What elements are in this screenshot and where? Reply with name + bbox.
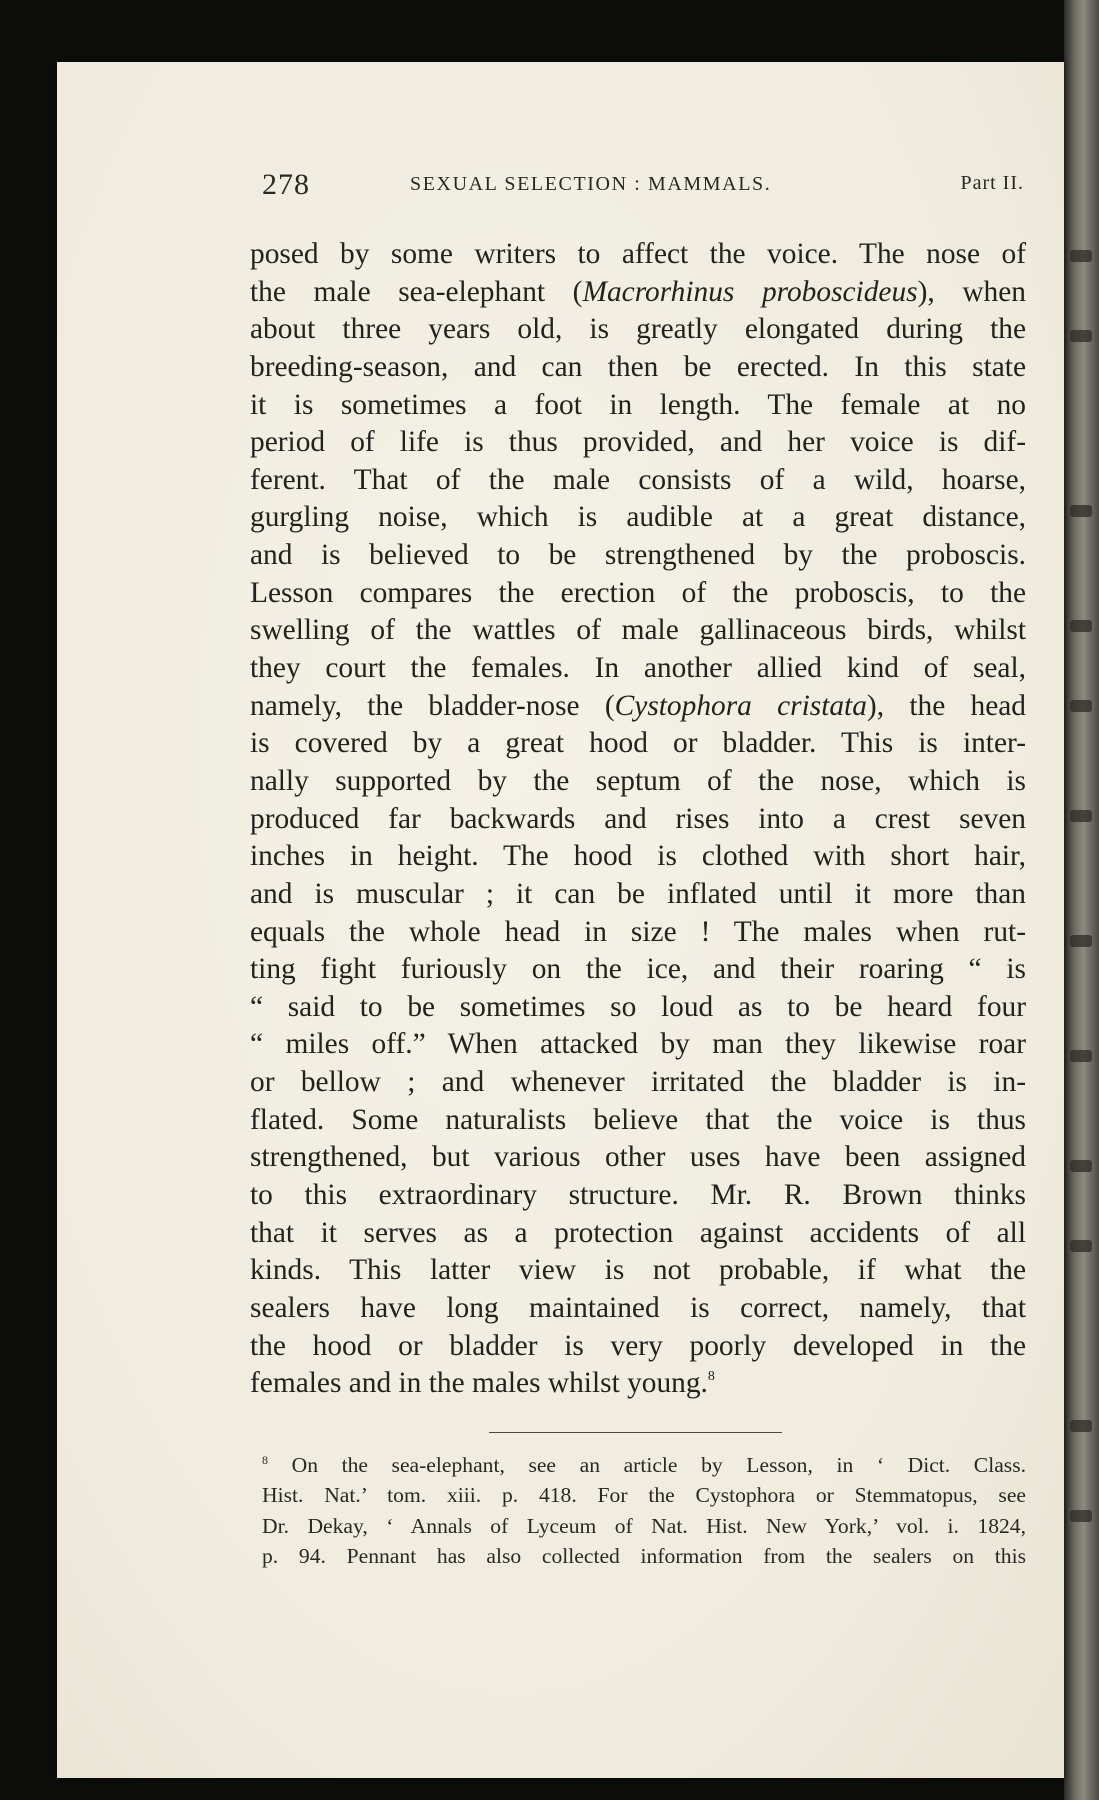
text-line: the hood or bladder is very poorly developed in the	[250, 1329, 1026, 1362]
text-line: produced far backwards and rises into a crest seven	[250, 802, 1026, 835]
text-line: and is believed to be strengthened by the proboscis.	[250, 539, 1026, 572]
running-header	[262, 168, 1024, 204]
footnote-marker: 8	[262, 1453, 268, 1467]
text-line: swelling of the wattles of male gallinaceous birds, whilst	[250, 614, 1026, 647]
text-line: they court the females. In another allied kind of seal,	[250, 652, 1026, 685]
species-name-cystophora: Cystophora cristata	[614, 689, 867, 722]
text-line: it is sometimes a foot in length. The female at no	[250, 388, 1026, 421]
running-title: SEXUAL SELECTION : MAMMALS.	[410, 173, 772, 195]
text-line: ferent. That of the male consists of a wild, hoarse,	[250, 463, 1026, 496]
text-fragment: the male sea-elephant (	[250, 275, 583, 308]
edge-mark	[1070, 810, 1092, 822]
text-line: “ said to be sometimes so loud as to be heard four	[250, 990, 1026, 1023]
edge-mark	[1070, 1420, 1092, 1432]
text-fragment: females and in the males whilst young.	[250, 1367, 708, 1400]
text-line: breeding-season, and can then be erected. In this state	[250, 350, 1026, 383]
page-number: 278	[262, 168, 310, 201]
edge-mark	[1070, 1050, 1092, 1062]
edge-mark	[1070, 330, 1092, 342]
text-line	[250, 1365, 1026, 1403]
text-line	[250, 688, 1026, 726]
footnote-rule	[489, 1432, 782, 1433]
text-line: period of life is thus provided, and her voice is dif-	[250, 426, 1026, 459]
footnote-line: p. 94. Pennant has also collected information from the sealers on this	[262, 1543, 1026, 1568]
text-line: “ miles off.” When attacked by man they likewise roar	[250, 1028, 1026, 1061]
text-line: flated. Some naturalists believe that the voice is thus	[250, 1103, 1026, 1136]
edge-mark	[1070, 505, 1092, 517]
footnotes	[262, 1450, 1026, 1571]
text-line: inches in height. The hood is clothed with short hair,	[250, 840, 1026, 873]
text-line: ting fight furiously on the ice, and their roaring “ is	[250, 953, 1026, 986]
edge-mark	[1070, 1160, 1092, 1172]
text-line: about three years old, is greatly elongated during the	[250, 313, 1026, 346]
footnote-reference: 8	[707, 1369, 715, 1385]
edge-mark	[1070, 250, 1092, 262]
species-name-macrorhinus: Macrorhinus proboscideus	[582, 275, 918, 308]
edge-mark	[1070, 620, 1092, 632]
edge-mark	[1070, 1240, 1092, 1252]
edge-mark	[1070, 935, 1092, 947]
text-line: or bellow ; and whenever irritated the bladder is in-	[250, 1066, 1026, 1099]
footnote-line	[262, 1450, 1026, 1480]
edge-mark	[1070, 700, 1092, 712]
footnote-line: Dr. Dekay, ‘ Annals of Lyceum of Nat. Hist. New York,’ vol. i. 1824,	[262, 1513, 1026, 1538]
text-line: sealers have long maintained is correct, namely, that	[250, 1291, 1026, 1324]
text-line: is covered by a great hood or bladder. This is inter-	[250, 727, 1026, 760]
text-line: strengthened, but various other uses have been assigned	[250, 1141, 1026, 1174]
text-line	[250, 274, 1026, 312]
part-label: Part II.	[960, 172, 1024, 194]
text-line: gurgling noise, which is audible at a great distance,	[250, 501, 1026, 534]
text-fragment: namely, the bladder-nose (	[250, 689, 615, 722]
footnote-line: Hist. Nat.’ tom. xiii. p. 418. For the Cystophora or Stemmatopus, see	[262, 1483, 1026, 1508]
text-line: kinds. This latter view is not probable, if what the	[250, 1254, 1026, 1287]
body-text	[250, 236, 1026, 1403]
edge-mark	[1070, 1510, 1092, 1522]
text-fragment: ), the head	[866, 689, 1026, 722]
book-edge	[1064, 0, 1099, 1800]
text-line: that it serves as a protection against accidents of all	[250, 1216, 1026, 1249]
text-fragment: On the sea-elephant, see an article by Lesson, in ‘ Dict. Class.	[291, 1453, 1026, 1477]
text-line: nally supported by the septum of the nose, which is	[250, 764, 1026, 797]
text-line: to this extraordinary structure. Mr. R. Brown thinks	[250, 1179, 1026, 1212]
text-line: posed by some writers to affect the voice. The nose of	[250, 238, 1026, 270]
text-line: equals the whole head in size ! The males when rut-	[250, 915, 1026, 948]
text-line: Lesson compares the erection of the proboscis, to the	[250, 576, 1026, 609]
text-line: and is muscular ; it can be inflated until it more than	[250, 877, 1026, 910]
text-fragment: ), when	[917, 275, 1026, 308]
